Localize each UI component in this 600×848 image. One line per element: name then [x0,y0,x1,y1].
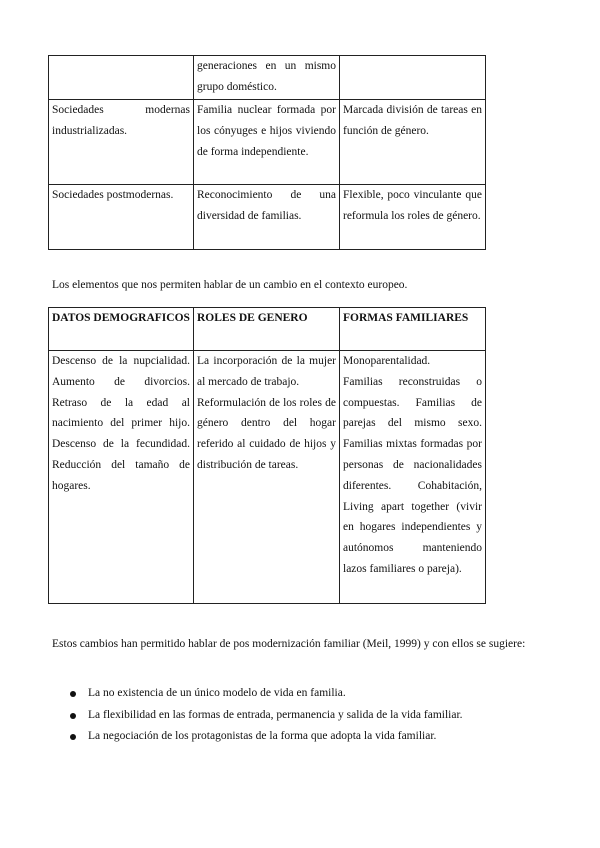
roles-item: Reformulación de los roles de género dentro del hogar referido al cuidado de hijos y distribución de tareas. [197,396,336,471]
conclusion-paragraph: Estos cambios han permitido hablar de pos modernización familiar (Meil, 1999) y con ellos se sugiere: [52,638,526,650]
formas-item: Monoparentalidad. [343,355,431,367]
header-datos-demograficos: DATOS DEMOGRAFICOS [49,308,194,351]
table-cell [49,56,194,100]
table-row [49,100,486,185]
list-item [70,683,540,705]
table-cell: Reconocimiento de una diversidad de familias. [194,185,340,250]
list-item-text: La negociación de los protagonistas de la forma que adopta la vida familiar. [88,730,437,742]
list-item [70,726,540,748]
table-cell: generaciones en un mismo grupo doméstico. [194,56,340,100]
table-cell: Marcada división de tareas en función de género. [340,100,486,185]
header-formas-familiares: FORMAS FAMILIARES [340,308,486,351]
list-item [70,705,540,727]
list-item-text: La no existencia de un único modelo de vida en familia. [88,687,346,699]
bullet-icon [70,691,76,697]
intro-paragraph: Los elementos que nos permiten hablar de un cambio en el contexto europeo. [52,279,408,291]
table-cell: Familia nuclear formada por los cónyuges e hijos viviendo de forma independiente. [194,100,340,185]
formas-item: Familias reconstruidas o compuestas. Familias de parejas del mismo sexo. Familias mixtas formadas por personas de nacionalidades diferentes. Cohabitación, Living apart together (vivir en hogares independientes y autónomos manteniendo lazos familiares o pareja). [343,375,482,575]
table-row [49,351,486,604]
cell-datos-demograficos: Descenso de la nupcialidad. Aumento de divorcios. Retraso de la edad al nacimiento del primer hijo. Descenso de la fecundidad. Reducción del tamaño de hogares. [49,351,194,604]
table-cell: Sociedades postmodernas. [49,185,194,250]
list-item-text: La flexibilidad en las formas de entrada, permanencia y salida de la vida familiar. [88,708,463,721]
bullet-icon [70,713,76,719]
roles-item: La incorporación de la mujer al mercado de trabajo. [197,355,336,388]
table-row [49,185,486,250]
table-cell [340,56,486,100]
cell-roles-de-genero [194,351,340,604]
table-cell: Sociedades modernas industrializadas. [49,100,194,185]
table-row [49,56,486,100]
header-roles-de-genero: ROLES DE GENERO [194,308,340,351]
bullet-icon [70,734,76,740]
cell-formas-familiares [340,351,486,604]
table-header-row [49,308,486,351]
suggestions-list [70,683,540,748]
family-models-table [48,55,486,250]
change-elements-table [48,307,486,604]
table-cell: Flexible, poco vinculante que reformula los roles de género. [340,185,486,250]
